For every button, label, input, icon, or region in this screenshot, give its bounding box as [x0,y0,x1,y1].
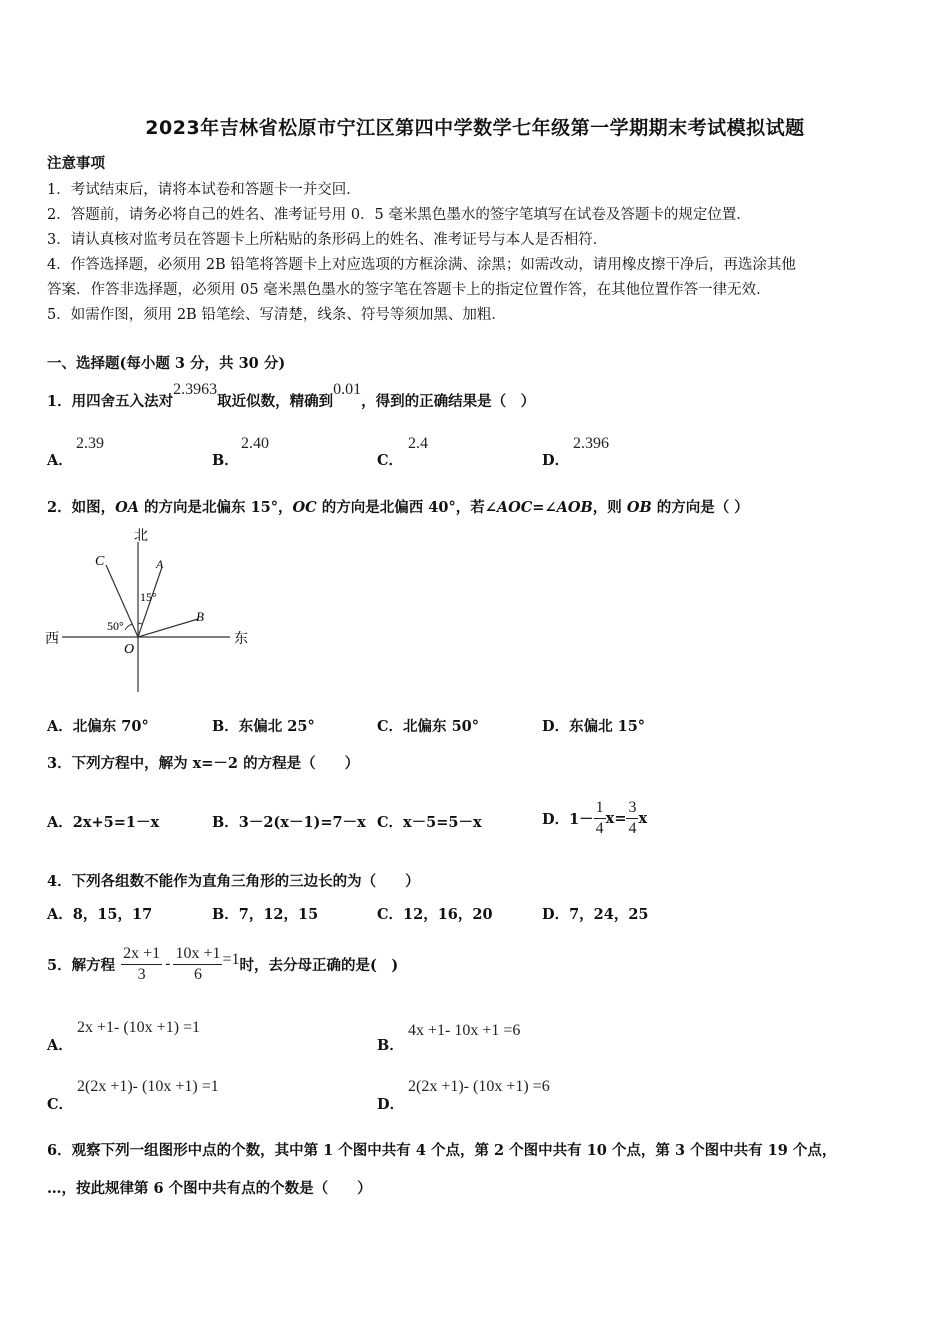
label-west: 西 [45,632,59,647]
label-b: B [196,609,204,624]
q6-stem-line2: …，按此规律第 6 个图中共有点的个数是（ ） [47,1180,372,1197]
fraction [594,798,606,839]
q5-label-d: D． [377,1096,405,1113]
label-angle-15: 15° [140,590,157,604]
q1-number: 2.3963 [173,381,218,398]
q2-option-d: D．东偏北 15° [542,718,646,735]
q2-ray-ob: OB [626,499,652,516]
denominator: 3 [137,965,146,983]
q2-ray-oa: OA [115,499,139,516]
q1-text: 1．用四舍五入法对 [47,393,174,410]
q2-text: =∠ [532,499,557,516]
q3-option-c: C．x－5=5－x [377,814,482,831]
q5-stem [47,934,398,994]
q3-d-text: x [638,809,648,827]
q5-label-c: C． [47,1096,74,1113]
q3-d-text: x= [605,809,627,827]
q1-option-a: 2.39 [76,435,104,452]
q2-text: 的方向是北偏东 15°， [138,499,293,516]
q1-text: ，得到的正确结果是（ ） [361,393,536,410]
q5-option-c: 2(2x +1)- (10x +1) =1 [77,1078,219,1095]
label-c: C [95,554,105,569]
angle-arc-50 [125,624,132,630]
numerator: 3 [626,798,638,819]
numerator: 10x +1 [173,944,222,965]
label-east: 东 [234,632,248,647]
q6-stem-line1: 6．观察下列一组图形中点的个数，其中第 1 个图中共有 4 个点，第 2 个图中共有 10 个点，第 3 个图中共有 19 个点， [47,1142,837,1159]
q3-option-b: B．3－2(x－1)=7－x [212,814,366,831]
q4-option-a: A．8，15，17 [47,906,153,923]
compass-direction-figure [40,522,260,698]
denominator: 4 [595,819,604,837]
fraction [626,798,638,839]
q1-precision: 0.01 [333,381,362,398]
q1-label-a: A． [47,452,73,469]
label-o: O [124,642,135,657]
q5-text: 时，去分母正确的是( ) [239,956,399,974]
notice-item: 1．考试结束后，请将本试卷和答题卡一并交回． [47,182,361,198]
fraction [173,944,222,985]
minus-sign: - [165,955,171,972]
q4-option-c: C．12，16，20 [377,906,493,923]
q2-option-a: A．北偏东 70° [47,718,149,735]
q2-text: 的方向是北偏西 40°，若∠ [316,499,497,516]
q3-option-d [542,784,647,852]
q2-ray-oc: OC [292,499,317,516]
q5-option-a: 2x +1- (10x +1) =1 [77,1019,201,1036]
q5-option-d: 2(2x +1)- (10x +1) =6 [408,1078,550,1095]
section-heading: 一、选择题(每小题 3 分，共 30 分) [47,355,286,372]
q5-text: 5．解方程 [47,956,116,974]
q2-text: ，则 [592,499,627,516]
angle-arc-15 [138,623,142,624]
equals-one: =1 [222,951,240,968]
notice-item: 5．如需作图，须用 2B 铅笔绘、写清楚，线条、符号等须加黑、加粗． [47,307,506,323]
q2-angle-aob: AOB [556,499,593,516]
label-a: A [156,557,164,571]
notice-item: 4．作答选择题，必须用 2B 铅笔将答题卡上对应选项的方框涂满、涂黑；如需改动，请用橡皮擦干净后，再选涂其他 [47,257,796,273]
notice-heading: 注意事项 [47,155,105,172]
q4-option-d: D．7，24，25 [542,906,649,923]
notice-item: 2．答题前，请务必将自己的姓名、准考证号用 0．5 毫米黑色墨水的签字笔填写在试卷及答题卡的规定位置． [47,207,751,223]
q1-label-d: D． [542,452,570,469]
q4-stem: 4．下列各组数不能作为直角三角形的三边长的为（ ） [47,873,420,890]
denominator: 4 [628,819,637,837]
q1-label-b: B． [212,452,239,469]
q2-stem [47,496,749,517]
q5-label-b: B． [377,1037,404,1054]
numerator: 1 [594,798,606,819]
q2-text: 的方向是（ ） [651,499,749,516]
q5-label-a: A． [47,1037,73,1054]
q3-d-text: D．1－ [542,810,594,828]
q2-text: 2．如图， [47,499,116,516]
q1-option-b: 2.40 [241,435,269,452]
q2-option-b: B．东偏北 25° [212,718,315,735]
fraction [121,944,162,985]
q3-option-a: A．2x+5=1－x [47,814,160,831]
notice-item: 3．请认真核对监考员在答题卡上所粘贴的条形码上的姓名、准考证号与本人是否相符． [47,232,608,248]
q1-text: 取近似数，精确到 [217,393,334,410]
denominator: 6 [193,965,202,983]
q1-option-c: 2.4 [408,435,428,452]
label-north: 北 [134,529,148,544]
numerator: 2x +1 [121,944,162,965]
q2-angle-aoc: AOC [496,499,533,516]
q1-stem [47,381,536,411]
q3-stem: 3．下列方程中，解为 x=－2 的方程是（ ） [47,755,360,772]
q4-option-b: B．7，12，15 [212,906,319,923]
q5-option-b: 4x +1- 10x +1 =6 [408,1022,521,1039]
ray-ob [138,619,198,637]
q2-option-c: C．北偏东 50° [377,718,480,735]
q1-label-c: C． [377,452,404,469]
notice-item: 答案．作答非选择题，必须用 05 毫米黑色墨水的签字笔在答题卡上的指定位置作答，在其他位置作答一律无效． [47,282,771,298]
page-title: 2023年吉林省松原市宁江区第四中学数学七年级第一学期期末考试模拟试题 [145,117,805,139]
label-angle-50: 50° [107,619,124,633]
q1-option-d: 2.396 [573,435,609,452]
